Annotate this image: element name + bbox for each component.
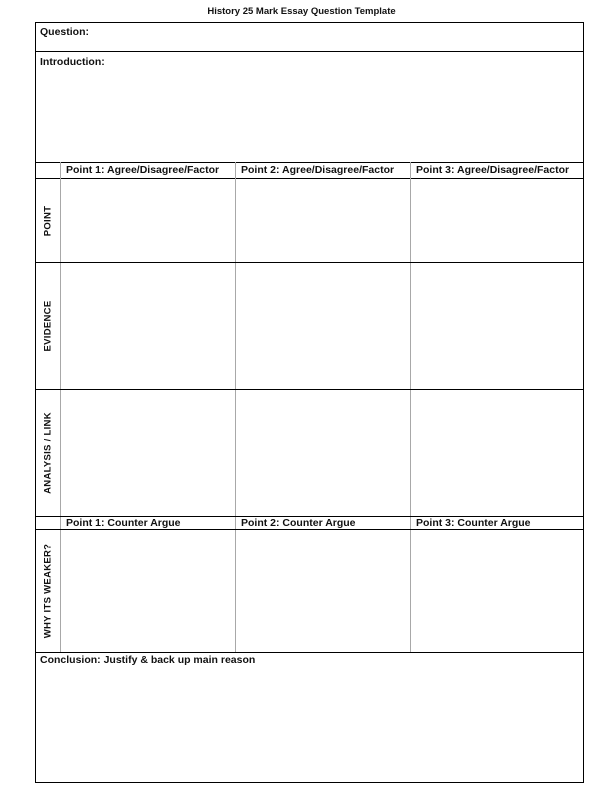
point-3-analysis-cell[interactable] [412,391,582,515]
point-3-evidence-cell[interactable] [412,264,582,388]
divider [36,51,583,52]
point-2-header: Point 2: Agree/Disagree/Factor [241,164,395,176]
point-2-point-cell[interactable] [237,180,409,261]
row-label-point: POINT [42,205,54,237]
divider [36,162,583,163]
row-label-why-weaker: WHY ITS WEAKER? [42,543,54,639]
question-label: Question: [40,26,89,38]
introduction-label: Introduction: [40,56,105,68]
counter-2-header: Point 2: Counter Argue [241,517,356,529]
question-field[interactable] [36,23,582,51]
counter-3-header: Point 3: Counter Argue [416,517,531,529]
point-3-point-cell[interactable] [412,180,582,261]
label-column-divider [60,162,61,652]
point-1-header: Point 1: Agree/Disagree/Factor [66,164,220,176]
divider [36,652,583,653]
divider [36,529,583,530]
divider [36,262,583,263]
row-label-evidence: EVIDENCE [42,300,54,352]
counter-1-cell[interactable] [62,531,234,651]
divider [36,389,583,390]
point-3-header: Point 3: Agree/Disagree/Factor [416,164,570,176]
conclusion-label: Conclusion: Justify & back up main reason [40,654,256,666]
conclusion-field[interactable] [36,654,582,781]
point-2-analysis-cell[interactable] [237,391,409,515]
column-divider [235,162,236,652]
point-1-evidence-cell[interactable] [62,264,234,388]
row-label-analysis-link: ANALYSIS / LINK [42,412,54,494]
point-1-point-cell[interactable] [62,180,234,261]
document-title: History 25 Mark Essay Question Template [207,6,396,17]
introduction-field[interactable] [36,53,582,161]
counter-1-header: Point 1: Counter Argue [66,517,181,529]
counter-3-cell[interactable] [412,531,582,651]
column-divider [410,162,411,652]
point-2-evidence-cell[interactable] [237,264,409,388]
point-1-analysis-cell[interactable] [62,391,234,515]
essay-template-table [35,22,584,783]
divider [36,178,583,179]
counter-2-cell[interactable] [237,531,409,651]
